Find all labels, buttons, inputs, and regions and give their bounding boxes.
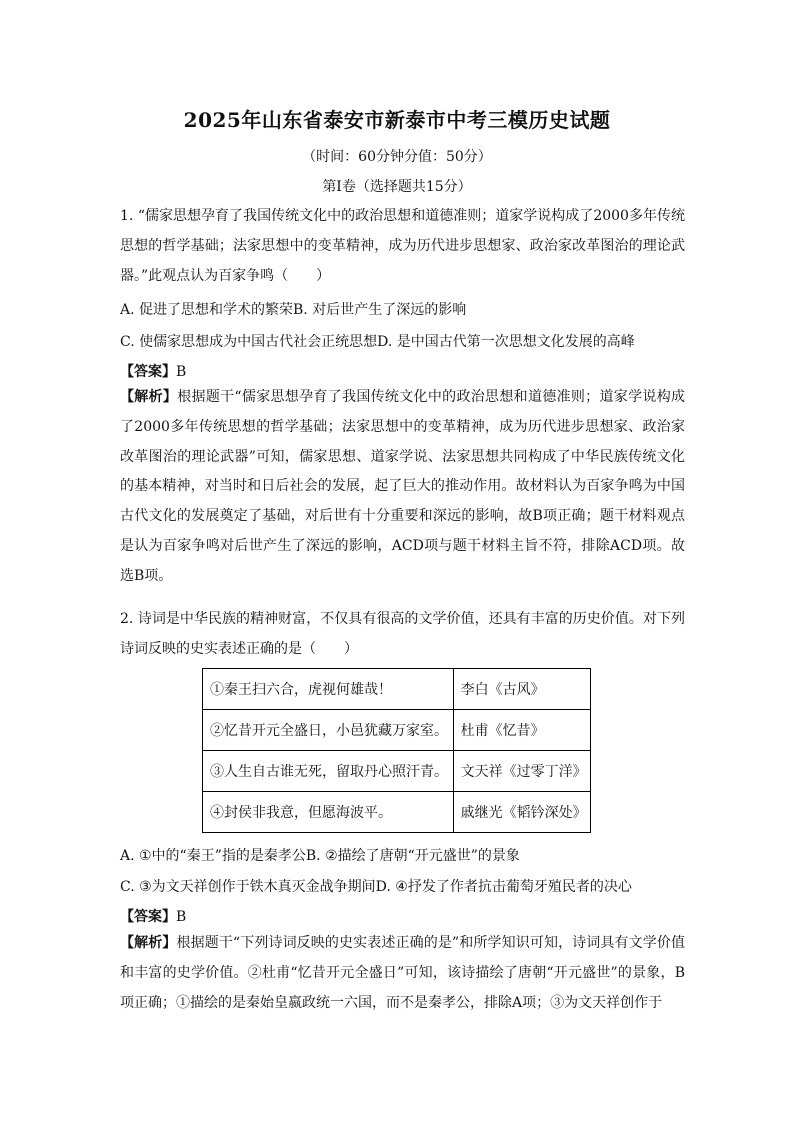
poem-cell: ④封侯非我意，但愿海波平。 [203,792,454,833]
document-title: 2025年山东省泰安市新泰市中考三模历史试题 [183,108,611,132]
question-1-options-ab: A. 促进了思想和学术的繁荣B. 对后世产生了深远的影响 [120,302,467,318]
table-row [203,751,591,792]
table-row [203,792,591,833]
question-2-analysis [120,929,685,1018]
analysis-text: 根据题干“下列诗词反映的史实表述正确的是”和所学知识可知，诗词具有文学价值和丰富的史学价值。②杜甫“忆昔开元全盛日”可知，该诗描绘了唐朝“开元盛世”的景象，B项正确；①描绘的是秦始皇嬴政统一六国，而不是秦孝公，排除A项；③为文天祥创作于 [120,935,685,1011]
question-2-options-ab: A. ①中的“秦王”指的是秦孝公B. ②描绘了唐朝“开元盛世”的景象 [120,848,520,864]
analysis-tag: 【解析】 [120,389,178,405]
answer-value: B [176,364,187,380]
table-row [203,710,591,751]
source-cell: 李白《古风》 [453,669,590,710]
analysis-tag: 【解析】 [120,935,177,951]
answer-value: B [176,909,187,925]
answer-tag: 【答案】 [120,909,176,925]
question-2-stem: 2. 诗词是中华民族的精神财富，不仅具有很高的文学价值，还具有丰富的历史价值。对下列诗词反映的史实表述正确的是（ ） [120,611,685,657]
poem-table [202,668,591,833]
question-2-options-cd: C. ③为文天祥创作于铁木真灭金战争期间D. ④抒发了作者抗击葡萄牙殖民者的决心 [120,879,632,895]
question-1-analysis [120,383,685,592]
source-cell: 杜甫《忆昔》 [453,710,590,751]
question-1-stem: 1. “儒家思想孕育了我国传统文化中的政治思想和道德准则；道家学说构成了2000多年传统思想的哲学基础；法家思想中的变革精神，成为历代进步思想家、政治家改革图治的理论武器。”此观点认为百家争鸣（ ） [120,208,685,284]
source-cell: 文天祥《过零丁洋》 [453,751,590,792]
exam-time-score: （时间：60分钟分值：50分） [302,149,492,165]
poem-cell: ③人生自古谁无死，留取丹心照汗青。 [203,751,454,792]
section-heading: 第Ⅰ卷（选择题共15分） [322,179,472,195]
question-1-answer [120,361,685,381]
table-row [203,669,591,710]
question-2-answer [120,906,685,926]
answer-tag: 【答案】 [120,364,176,380]
source-cell: 戚继光《韬钤深处》 [453,792,590,833]
analysis-text: 根据题干“儒家思想孕育了我国传统文化中的政治思想和道德准则；道家学说构成了2000多年传统思想的哲学基础；法家思想中的变革精神，成为历代进步思想家、政治家改革图治的理论武器”可知，儒家思想、道家学说、法家思想共同构成了中华民族传统文化的基本精神，对当时和日后社会的发展，起了巨大的推动作用。故材料认为百家争鸣为中国古代文化的发展奠定了基础，对后世有十分重要和深远的影响，故B项正确；题干材料观点是认为百家争鸣对后世产生了深远的影响，ACD项与题干材料主旨不符，排除ACD项。故选B项。 [120,389,686,584]
poem-cell: ②忆昔开元全盛日，小邑犹藏万家室。 [203,710,454,751]
question-1-options-cd: C. 使儒家思想成为中国古代社会正统思想D. 是中国古代第一次思想文化发展的高峰 [120,334,635,350]
poem-cell: ①秦王扫六合，虎视何雄哉！ [203,669,454,710]
